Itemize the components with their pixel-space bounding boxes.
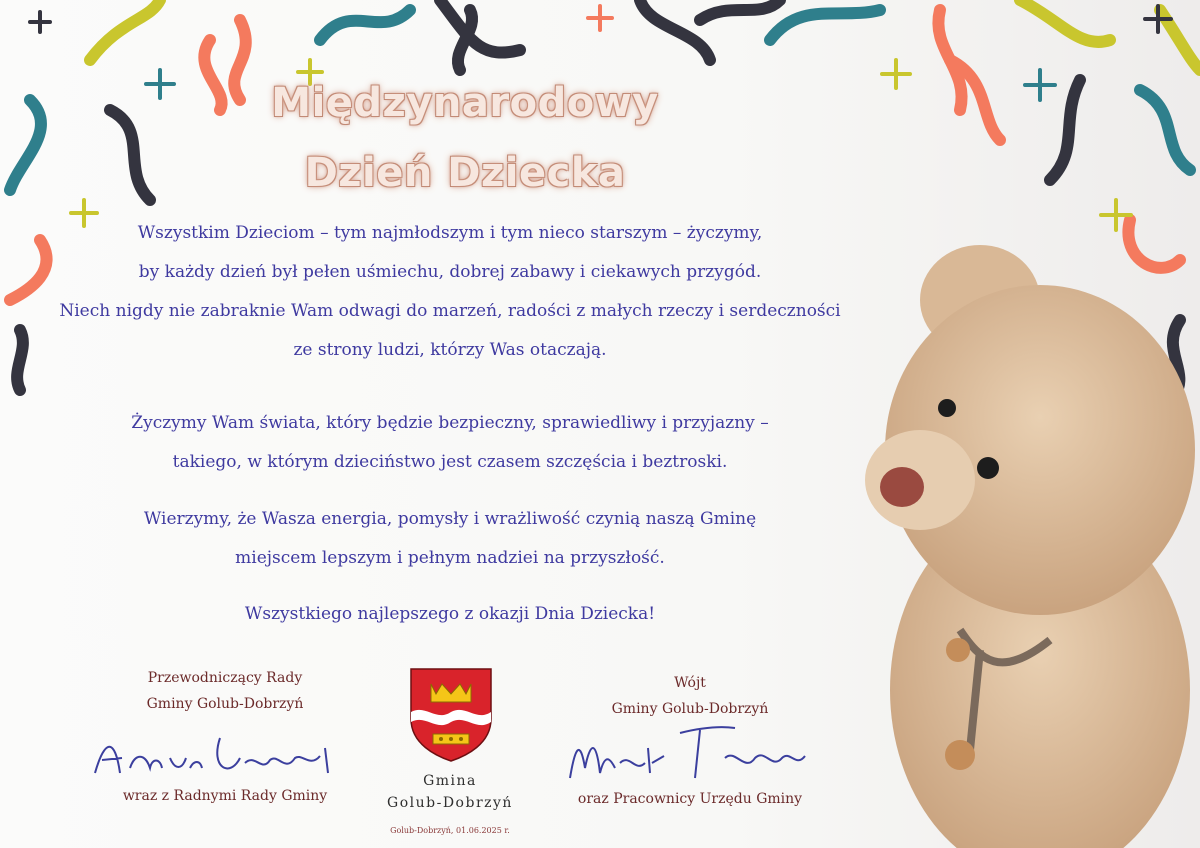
- municipality-line-1: Gmina: [423, 773, 477, 789]
- paragraph-3: [30, 500, 870, 578]
- teddy-bear-illustration: [850, 230, 1200, 848]
- closing-wish: Wszystkiego najlepszego z okazji Dnia Dziecka!: [244, 604, 656, 624]
- paragraph-4: [30, 595, 870, 634]
- paragraph-2: [30, 404, 870, 482]
- signature-block-right: [560, 670, 820, 722]
- signature-title: Przewodniczący Rady: [147, 670, 303, 686]
- paragraph-line: Wierzymy, że Wasza energia, pomysły i wrażliwość czynią naszą Gminę: [143, 509, 757, 529]
- paragraph-line: Życzymy Wam świata, który będzie bezpieczny, sprawiedliwy i przyjazny –: [131, 413, 769, 433]
- signature-title: Gminy Golub-Dobrzyń: [146, 696, 304, 712]
- signature-footer-right: oraz Pracownicy Urzędu Gminy: [577, 791, 803, 807]
- title-line-1: Międzynarodowy: [271, 80, 659, 126]
- paragraph-line: takiego, w którym dzieciństwo jest czasem szczęścia i beztroski.: [172, 452, 728, 472]
- paragraph-line: ze strony ludzi, którzy Was otaczają.: [293, 340, 607, 360]
- signature-title: Wójt: [674, 675, 706, 691]
- signature-footer-left: wraz z Radnymi Rady Gminy: [122, 788, 328, 804]
- paragraph-line: Niech nigdy nie zabraknie Wam odwagi do marzeń, radości z małych rzeczy i serdeczności: [59, 301, 841, 321]
- date-line: Golub-Dobrzyń, 01.06.2025 r.: [390, 826, 510, 835]
- paragraph-line: by każdy dzień był pełen uśmiechu, dobrej zabawy i ciekawych przygód.: [138, 262, 762, 282]
- paragraph-1: [30, 214, 870, 370]
- municipality-name: [360, 770, 540, 814]
- municipality-line-2: Golub-Dobrzyń: [387, 795, 513, 811]
- handwritten-signature-right: [560, 718, 820, 788]
- signature-title: Gminy Golub-Dobrzyń: [611, 701, 769, 717]
- handwritten-signature-left: [90, 728, 340, 788]
- paragraph-line: Wszystkim Dzieciom – tym najmłodszym i tym nieco starszym – życzymy,: [137, 223, 763, 243]
- signature-block-left: [95, 665, 355, 717]
- paragraph-line: miejscem lepszym i pełnym nadziei na przyszłość.: [235, 548, 665, 568]
- coat-of-arms-icon: [406, 664, 496, 764]
- title-line-2: Dzień Dziecka: [304, 150, 626, 196]
